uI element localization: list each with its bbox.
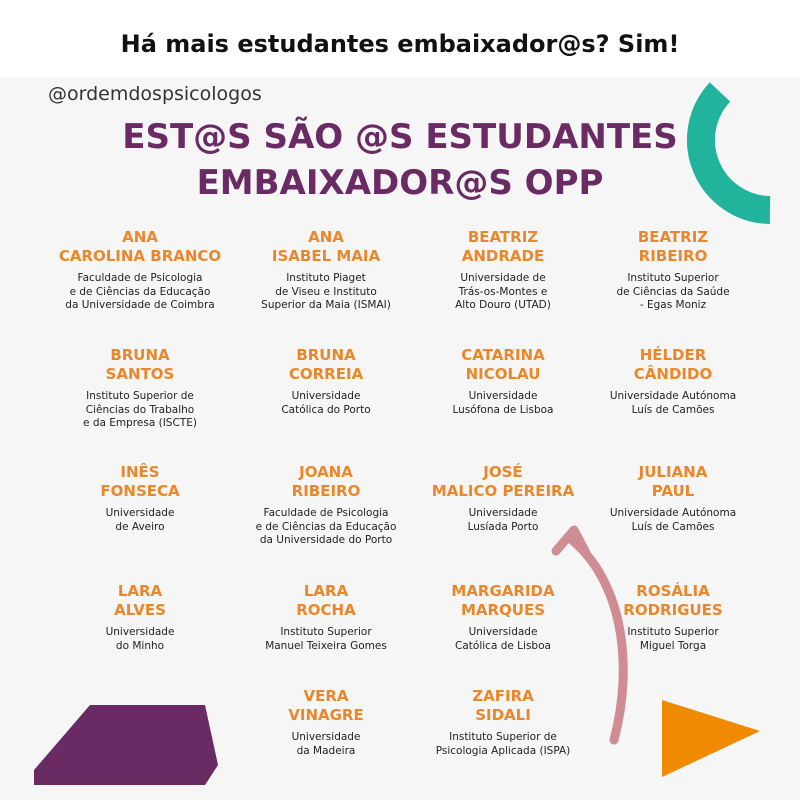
ambassador-name <box>40 228 240 266</box>
ambassador-name <box>40 463 240 501</box>
ambassador-card <box>226 228 426 313</box>
ambassador-name-line: VERA <box>303 687 349 705</box>
ambassador-name-line: ZAFIRA <box>472 687 534 705</box>
ambassador-name <box>40 582 240 620</box>
ambassador-name-line: VINAGRE <box>288 706 364 724</box>
institution-line: Universidade de <box>460 272 546 284</box>
ambassador-name-line: RIBEIRO <box>638 247 708 265</box>
institution-line: Trás-os-Montes e <box>458 285 548 298</box>
institution-line: e da Empresa (ISCTE) <box>83 417 197 429</box>
ambassador-card <box>40 463 240 534</box>
ambassador-card <box>226 346 426 417</box>
ambassador-card <box>40 346 240 431</box>
institution-line: Manuel Teixeira Gomes <box>265 639 387 652</box>
institution-line: Católica de Lisboa <box>455 639 551 652</box>
ambassador-name-line: BRUNA <box>110 346 170 364</box>
institution-line: Ciências do Trabalho <box>85 403 195 416</box>
institution-line: Universidade <box>468 507 538 519</box>
ambassador-name <box>226 582 426 620</box>
ambassador-card <box>573 228 773 313</box>
ambassador-name-line: SIDALI <box>475 706 531 724</box>
institution-line: de Viseu e Instituto <box>275 285 377 298</box>
main-title <box>0 114 800 206</box>
ambassador-name-line: FONSECA <box>100 482 180 500</box>
ambassador-institution <box>573 507 773 534</box>
ambassador-institution <box>226 626 426 653</box>
ambassador-name <box>226 687 426 725</box>
main-title-line-1: EST@S SÃO @S ESTUDANTES <box>122 117 678 157</box>
ambassador-institution <box>40 507 240 534</box>
institution-line: da Universidade de Coimbra <box>65 299 215 311</box>
institution-line: da Universidade do Porto <box>259 534 393 546</box>
ambassador-name-line: ANDRADE <box>461 247 545 265</box>
institution-line: Faculdade de Psicologia <box>77 272 203 284</box>
ambassador-name <box>573 228 773 266</box>
ambassador-name-line: ISABEL MAIA <box>271 247 381 265</box>
ambassador-name <box>573 463 773 501</box>
ambassador-name-line: BEATRIZ <box>637 228 709 246</box>
ambassador-name-line: ROSÁLIA <box>636 582 710 600</box>
ambassador-name-line: HÉLDER <box>639 346 707 364</box>
ambassador-name-line: NICOLAU <box>465 365 541 383</box>
institution-line: Universidade <box>468 626 538 638</box>
ambassador-institution <box>573 626 773 653</box>
ambassador-name-line: CÂNDIDO <box>633 365 713 383</box>
institution-line: Miguel Torga <box>639 639 707 652</box>
ambassador-name-line: BEATRIZ <box>467 228 539 246</box>
ambassador-name-line: INÊS <box>120 463 160 481</box>
ambassador-name-line: CAROLINA BRANCO <box>58 247 222 265</box>
institution-line: Lusíada Porto <box>467 520 539 533</box>
ambassador-name-line: LARA <box>303 582 349 600</box>
ambassador-name-line: JULIANA <box>638 463 708 481</box>
institution-line: Instituto Superior de <box>449 731 557 743</box>
ambassador-name-line: RODRIGUES <box>623 601 723 619</box>
ambassador-card <box>226 687 426 758</box>
ambassador-name-line: JOANA <box>299 463 353 481</box>
institution-line: Lusófona de Lisboa <box>452 403 554 416</box>
ambassador-name-line: SANTOS <box>105 365 175 383</box>
ambassador-name-line: ANA <box>308 228 344 246</box>
institution-line: Universidade Autónoma <box>609 390 737 402</box>
ambassador-name <box>226 346 426 384</box>
institution-line: Superior da Maia (ISMAI) <box>261 299 391 311</box>
ambassador-name-line: ROCHA <box>296 601 356 619</box>
ambassador-name-line: MARGARIDA <box>451 582 555 600</box>
ambassador-name <box>226 228 426 266</box>
ambassador-institution <box>226 507 426 548</box>
social-handle: @ordemdospsicologos <box>48 83 262 105</box>
ambassador-institution <box>226 390 426 417</box>
ambassador-card <box>40 582 240 653</box>
ambassador-card <box>40 228 240 313</box>
ambassador-name <box>226 463 426 501</box>
ambassador-name-line: PAUL <box>651 482 695 500</box>
institution-line: de Aveiro <box>115 520 165 533</box>
ambassador-institution <box>40 390 240 431</box>
ambassador-name-line: CORREIA <box>288 365 364 383</box>
institution-line: Faculdade de Psicologia <box>263 507 389 519</box>
ambassador-institution <box>573 390 773 417</box>
ambassador-name <box>403 687 603 725</box>
institution-line: do Minho <box>115 639 165 652</box>
ambassador-card <box>573 346 773 417</box>
ambassador-name-line: RIBEIRO <box>291 482 361 500</box>
ambassador-institution <box>573 272 773 313</box>
ambassador-card <box>573 582 773 653</box>
ambassador-name-line: BRUNA <box>296 346 356 364</box>
page-title: Há mais estudantes embaixador@s? Sim! <box>120 30 680 58</box>
ambassador-card <box>226 582 426 653</box>
institution-line: de Ciências da Saúde <box>616 285 730 298</box>
institution-line: da Madeira <box>296 744 356 757</box>
institution-line: Universidade <box>105 507 175 519</box>
ambassador-card <box>403 687 603 758</box>
institution-line: Instituto Superior <box>627 272 719 284</box>
orange-triangle-shape <box>662 700 760 777</box>
ambassador-institution <box>226 272 426 313</box>
main-title-line-2: EMBAIXADOR@S OPP <box>196 163 604 203</box>
ambassador-name <box>573 346 773 384</box>
institution-line: Alto Douro (UTAD) <box>455 299 551 311</box>
ambassador-institution <box>40 626 240 653</box>
institution-line: Psicologia Aplicada (ISPA) <box>435 744 571 757</box>
ambassador-institution <box>226 731 426 758</box>
institution-line: Instituto Superior de <box>86 390 194 402</box>
purple-arrow-shape <box>34 705 218 785</box>
institution-line: Universidade Autónoma <box>609 507 737 519</box>
institution-line: Luís de Camões <box>631 403 715 416</box>
institution-line: - Egas Moniz <box>639 299 707 311</box>
ambassador-name <box>573 582 773 620</box>
ambassador-institution <box>403 731 603 758</box>
institution-line: Universidade <box>291 731 361 743</box>
ambassador-name <box>40 346 240 384</box>
institution-line: Instituto Piaget <box>286 272 366 284</box>
ambassador-name-line: LARA <box>117 582 163 600</box>
ambassador-name-line: MALICO PEREIRA <box>431 482 575 500</box>
institution-line: e de Ciências da Educação <box>69 285 211 298</box>
institution-line: Universidade <box>105 626 175 638</box>
ambassador-card <box>226 463 426 548</box>
ambassador-card <box>573 463 773 534</box>
ambassador-name-line: ALVES <box>114 601 166 619</box>
institution-line: Instituto Superior <box>627 626 719 638</box>
ambassador-name-line: MARQUES <box>460 601 546 619</box>
institution-line: Universidade <box>468 390 538 402</box>
ambassador-name-line: CATARINA <box>461 346 545 364</box>
institution-line: Luís de Camões <box>631 520 715 533</box>
institution-line: e de Ciências da Educação <box>255 520 397 533</box>
institution-line: Instituto Superior <box>280 626 372 638</box>
ambassador-institution <box>40 272 240 313</box>
institution-line: Universidade <box>291 390 361 402</box>
institution-line: Católica do Porto <box>281 403 371 416</box>
ambassador-name-line: ANA <box>122 228 158 246</box>
ambassador-name-line: JOSÉ <box>483 463 523 481</box>
